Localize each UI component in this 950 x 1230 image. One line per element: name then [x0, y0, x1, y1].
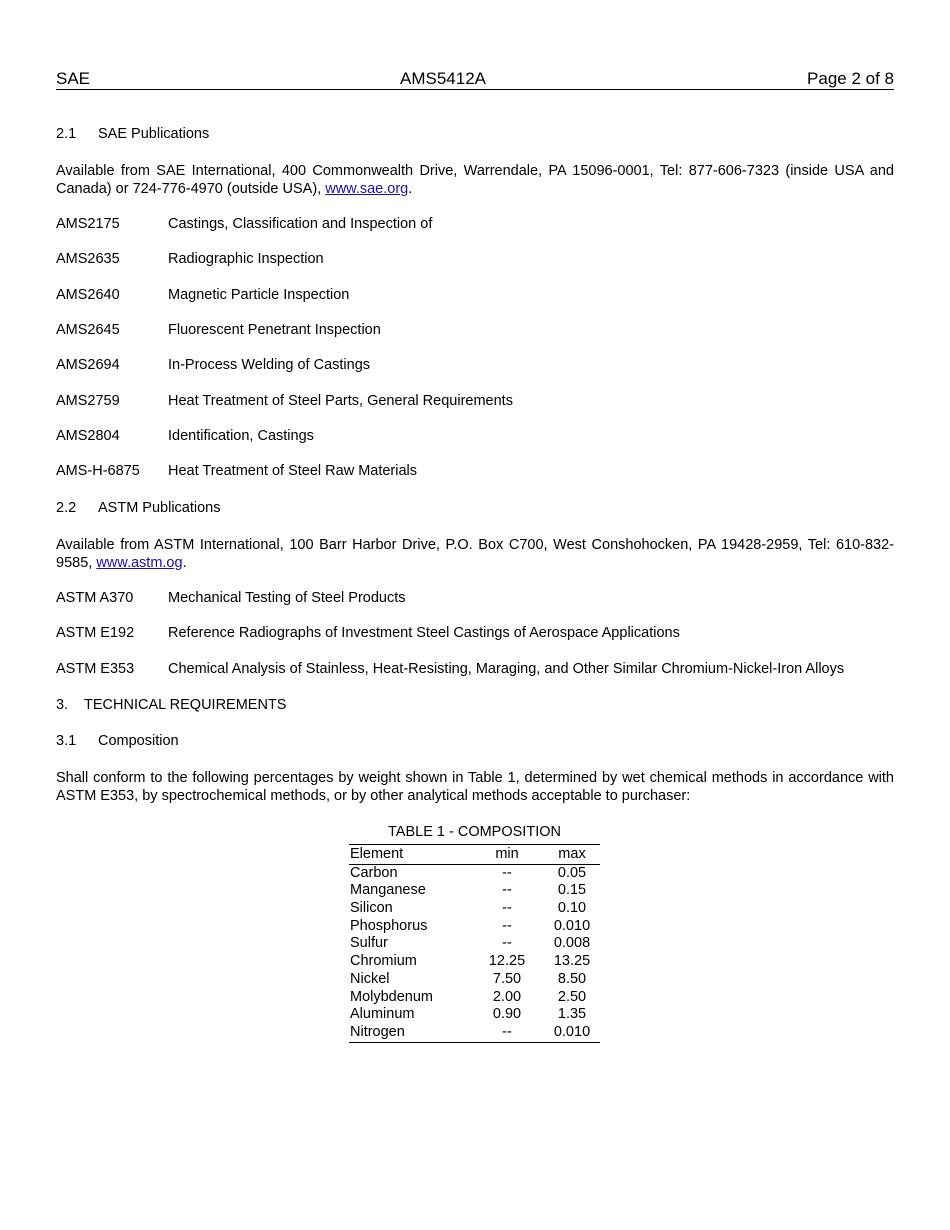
reference-code: ASTM E192 [56, 625, 135, 641]
min-value: 2.00 [492, 988, 522, 1005]
min-value: -- [502, 1023, 512, 1040]
min-value: -- [502, 882, 512, 899]
reference-title: Heat Treatment of Steel Parts, General Requirements [168, 393, 513, 409]
section-2-2-heading [56, 500, 221, 516]
composition-table [349, 846, 600, 1042]
max-value: 0.10 [557, 900, 587, 917]
paragraph-text: Available from ASTM International, 100 Barr Harbor Drive, P.O. Box C700, West Conshohocken, PA 19428-2959, Tel: 610-832-9585, [56, 537, 894, 571]
reference-code: AMS2759 [56, 393, 120, 409]
paragraph-end: . [408, 181, 413, 197]
max-value: 13.25 [553, 953, 591, 970]
reference-code: AMS2635 [56, 251, 120, 267]
reference-code: AMS2175 [56, 216, 120, 232]
element-name: Manganese [350, 882, 426, 899]
header-element: Element [350, 846, 404, 862]
paragraph-end: . [182, 555, 187, 571]
min-value: 12.25 [488, 953, 526, 970]
section-title: Composition [98, 733, 179, 749]
paragraph-text: Available from SAE International, 400 Commonwealth Drive, Warrendale, PA 15096-0001, Tel: 877-606-7323 (inside USA and Canada) or 724-776-4970 (outside USA), [56, 163, 894, 197]
header-org: SAE [56, 69, 91, 88]
table-row [349, 953, 600, 971]
page-header [56, 69, 894, 90]
reference-title: Castings, Classification and Inspection of [168, 216, 433, 232]
section-number: 3.1 [56, 733, 77, 749]
element-name: Silicon [350, 900, 393, 917]
min-value: -- [502, 935, 512, 952]
reference-code: AMS2804 [56, 428, 120, 444]
section-2-1-heading [56, 126, 209, 142]
astm-link[interactable]: www.astm.og [96, 555, 183, 571]
reference-title: Magnetic Particle Inspection [168, 287, 350, 303]
reference-code: AMS2694 [56, 357, 120, 373]
table-bottom-rule [349, 1042, 600, 1043]
reference-title: Mechanical Testing of Steel Products [168, 590, 406, 606]
element-name: Sulfur [350, 935, 388, 952]
max-value: 2.50 [557, 988, 587, 1005]
table-row [349, 865, 600, 883]
max-value: 0.008 [553, 935, 591, 952]
table-title: TABLE 1 - COMPOSITION [349, 824, 600, 845]
section-number: 2.2 [56, 500, 77, 516]
max-value: 0.010 [553, 917, 591, 934]
element-name: Nickel [350, 970, 390, 987]
max-value: 8.50 [557, 970, 587, 987]
element-name: Molybdenum [350, 988, 434, 1005]
element-name: Nitrogen [350, 1023, 405, 1040]
reference-title: Heat Treatment of Steel Raw Materials [168, 463, 418, 479]
section-number: 2.1 [56, 126, 77, 142]
table-header-row [349, 846, 600, 865]
section-3-1-heading [56, 733, 179, 749]
section-2-2-paragraph [56, 536, 894, 572]
max-value: 1.35 [557, 1006, 587, 1023]
table-row [349, 1006, 600, 1024]
reference-title: Radiographic Inspection [168, 251, 324, 267]
element-name: Carbon [350, 864, 398, 881]
min-value: -- [502, 900, 512, 917]
reference-title: Reference Radiographs of Investment Steel Castings of Aerospace Applications [168, 625, 680, 641]
element-name: Phosphorus [350, 917, 428, 934]
reference-title: In-Process Welding of Castings [168, 357, 371, 373]
section-title: ASTM Publications [98, 500, 221, 516]
table-row [349, 900, 600, 918]
table-row [349, 935, 600, 953]
table-row [349, 882, 600, 900]
element-name: Aluminum [350, 1006, 415, 1023]
table-row [349, 989, 600, 1007]
header-min: min [495, 846, 519, 862]
max-value: 0.15 [557, 882, 587, 899]
sae-link[interactable]: www.sae.org [325, 181, 409, 197]
min-value: 0.90 [492, 1006, 522, 1023]
reference-code: AMS2645 [56, 322, 120, 338]
table-row [349, 971, 600, 989]
min-value: -- [502, 917, 512, 934]
section-number: 3. [56, 697, 69, 713]
min-value: 7.50 [492, 970, 522, 987]
reference-code: AMS2640 [56, 287, 120, 303]
reference-code: AMS-H-6875 [56, 463, 140, 479]
table-row [349, 1024, 600, 1042]
reference-code: ASTM A370 [56, 590, 134, 606]
reference-code: ASTM E353 [56, 661, 135, 677]
section-3-1-paragraph [56, 769, 894, 805]
reference-title: Fluorescent Penetrant Inspection [168, 322, 381, 338]
header-doc-number: AMS5412A [400, 69, 486, 88]
table-row [349, 918, 600, 936]
section-title: TECHNICAL REQUIREMENTS [84, 697, 287, 713]
max-value: 0.010 [553, 1023, 591, 1040]
section-2-1-paragraph [56, 162, 894, 198]
reference-title: Identification, Castings [168, 428, 314, 444]
header-page-number: Page 2 of 8 [807, 69, 894, 88]
element-name: Chromium [350, 953, 417, 970]
min-value: -- [502, 864, 512, 881]
header-max: max [558, 846, 586, 862]
paragraph-text: Shall conform to the following percentages by weight shown in Table 1, determined by wet chemical methods in accordance with ASTM E353, by spectrochemical methods, or by other analytical methods acceptable to purchaser: [56, 770, 894, 804]
section-3-heading [56, 697, 286, 713]
section-title: SAE Publications [98, 126, 210, 142]
max-value: 0.05 [557, 864, 587, 881]
reference-title: Chemical Analysis of Stainless, Heat-Resisting, Maraging, and Other Similar Chromium-Nickel-Iron Alloys [168, 661, 845, 677]
